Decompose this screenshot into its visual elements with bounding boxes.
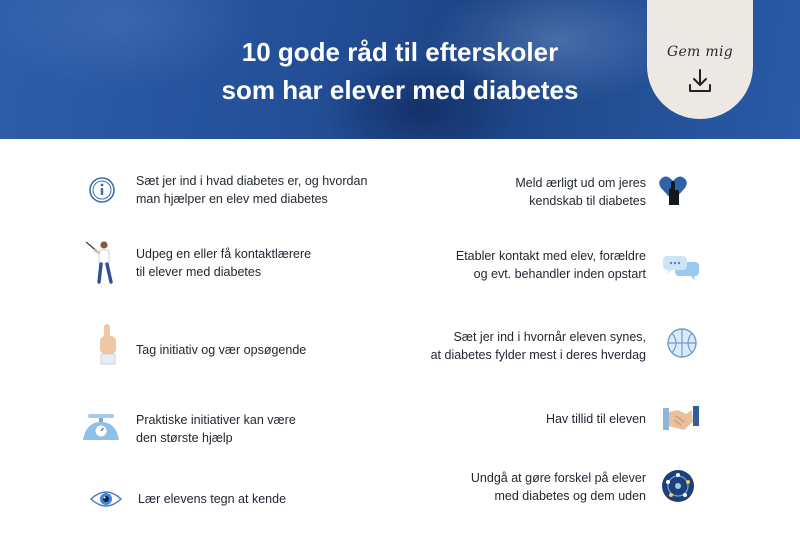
tip-line: Udpeg en eller få kontaktlærere — [136, 247, 312, 261]
raised-finger-icon — [96, 322, 120, 366]
handshake-icon — [662, 404, 700, 434]
tip-item — [136, 341, 376, 359]
tip-item — [136, 172, 396, 208]
heart-hand-icon — [657, 173, 689, 207]
tip-line: Undgå at gøre forskel på elever — [470, 471, 646, 485]
tip-item — [400, 174, 646, 210]
tip-item — [396, 328, 646, 364]
tip-line: med diabetes og dem uden — [494, 489, 646, 503]
tip-line: Lær elevens tegn at kende — [138, 492, 287, 506]
tip-line: kendskab til diabetes — [529, 194, 646, 208]
tip-line: Tag initiativ og vær opsøgende — [136, 343, 307, 357]
tip-item — [136, 411, 376, 447]
info-icon — [88, 176, 116, 204]
save-button[interactable] — [647, 0, 753, 119]
tip-line: Hav tillid til eleven — [545, 412, 646, 426]
tip-line: til elever med diabetes — [136, 265, 262, 279]
tip-item — [138, 490, 378, 508]
page-title — [180, 33, 620, 109]
community-circle-icon — [661, 469, 695, 503]
title-line-1: 10 gode råd til efterskoler — [241, 37, 559, 67]
save-label: Gem mig — [666, 44, 733, 60]
basketball-icon — [666, 327, 698, 359]
tip-line: man hjælper en elev med diabetes — [136, 192, 328, 206]
tip-line: Sæt jer ind i hvad diabetes er, og hvordan — [136, 174, 368, 188]
tip-line: Praktiske initiativer kan være — [136, 413, 296, 427]
tip-item — [400, 247, 646, 283]
eye-icon — [89, 488, 123, 510]
title-line-2: som har elever med diabetes — [221, 75, 579, 105]
kitchen-scale-icon — [80, 412, 122, 444]
tip-line: og evt. behandler inden opstart — [473, 267, 646, 281]
tip-line: Sæt jer ind i hvornår eleven synes, — [453, 330, 646, 344]
tip-line: at diabetes fylder mest i deres hverdag — [430, 348, 646, 362]
tip-item — [400, 469, 646, 505]
tip-line: den største hjælp — [136, 431, 233, 445]
tip-line: Etabler kontakt med elev, forældre — [455, 249, 646, 263]
tip-line: Meld ærligt ud om jeres — [515, 176, 646, 190]
tip-item — [136, 245, 376, 281]
tip-item — [400, 410, 646, 428]
download-icon — [687, 68, 713, 94]
speech-bubbles-icon — [661, 254, 701, 282]
header-banner — [0, 0, 800, 139]
teacher-pointing-icon — [82, 238, 122, 286]
